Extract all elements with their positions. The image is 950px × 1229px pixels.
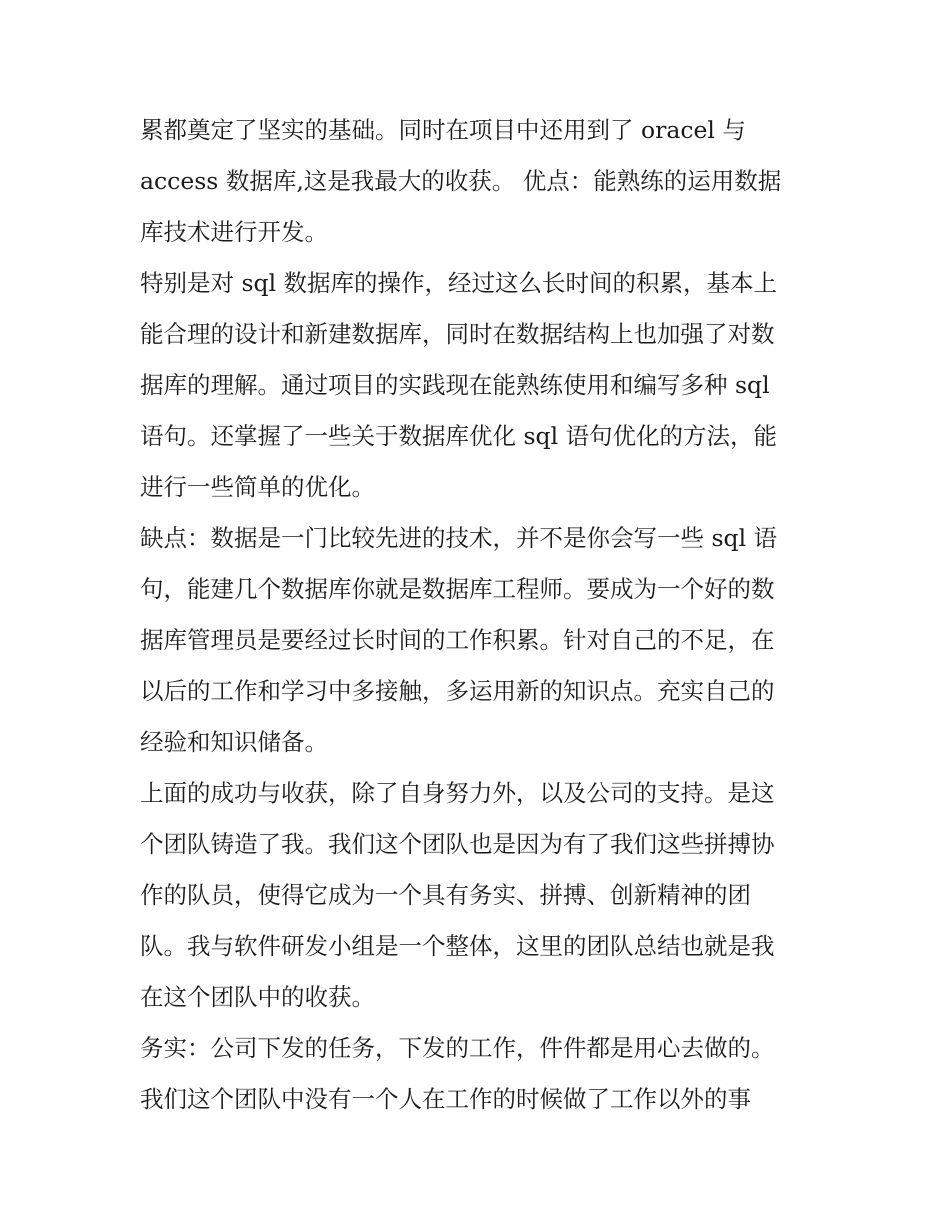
text-line: 作的队员，使得它成为一个具有务实、拼搏、创新精神的团 xyxy=(140,881,751,909)
text-line: 缺点：数据是一门比较先进的技术，并不是你会写一些 sql 语 xyxy=(140,524,778,552)
text-line: 特别是对 sql 数据库的操作，经过这么长时间的积累，基本上 xyxy=(140,269,778,297)
text-line: 能合理的设计和新建数据库，同时在数据结构上也加强了对数 xyxy=(140,320,775,348)
text-line: 上面的成功与收获，除了自身努力外，以及公司的支持。是这 xyxy=(140,779,775,807)
text-line: 进行一些简单的优化。 xyxy=(140,473,375,501)
text-line: 务实：公司下发的任务，下发的工作，件件都是用心去做的。 xyxy=(140,1034,775,1062)
text-line: 语句。还掌握了一些关于数据库优化 sql 语句优化的方法，能 xyxy=(140,422,778,450)
text-line: 个团队铸造了我。我们这个团队也是因为有了我们这些拼搏协 xyxy=(140,830,775,858)
text-line: access 数据库,这是我最大的收获。 优点：能熟练的运用数据 xyxy=(140,167,782,195)
text-line: 库技术进行开发。 xyxy=(140,218,328,246)
text-line: 句，能建几个数据库你就是数据库工程师。要成为一个好的数 xyxy=(140,575,775,603)
text-line: 以后的工作和学习中多接触，多运用新的知识点。充实自己的 xyxy=(140,677,775,705)
text-line: 队。我与软件研发小组是一个整体，这里的团队总结也就是我 xyxy=(140,932,775,960)
text-line: 我们这个团队中没有一个人在工作的时候做了工作以外的事 xyxy=(140,1085,751,1113)
text-line: 累都奠定了坚实的基础。同时在项目中还用到了 oracel 与 xyxy=(140,116,746,144)
text-line: 据库的理解。通过项目的实践现在能熟练使用和编写多种 sql xyxy=(140,371,770,399)
text-line: 经验和知识储备。 xyxy=(140,728,328,756)
text-line: 在这个团队中的收获。 xyxy=(140,983,375,1011)
text-line: 据库管理员是要经过长时间的工作积累。针对自己的不足，在 xyxy=(140,626,775,654)
body-text xyxy=(140,105,820,1125)
